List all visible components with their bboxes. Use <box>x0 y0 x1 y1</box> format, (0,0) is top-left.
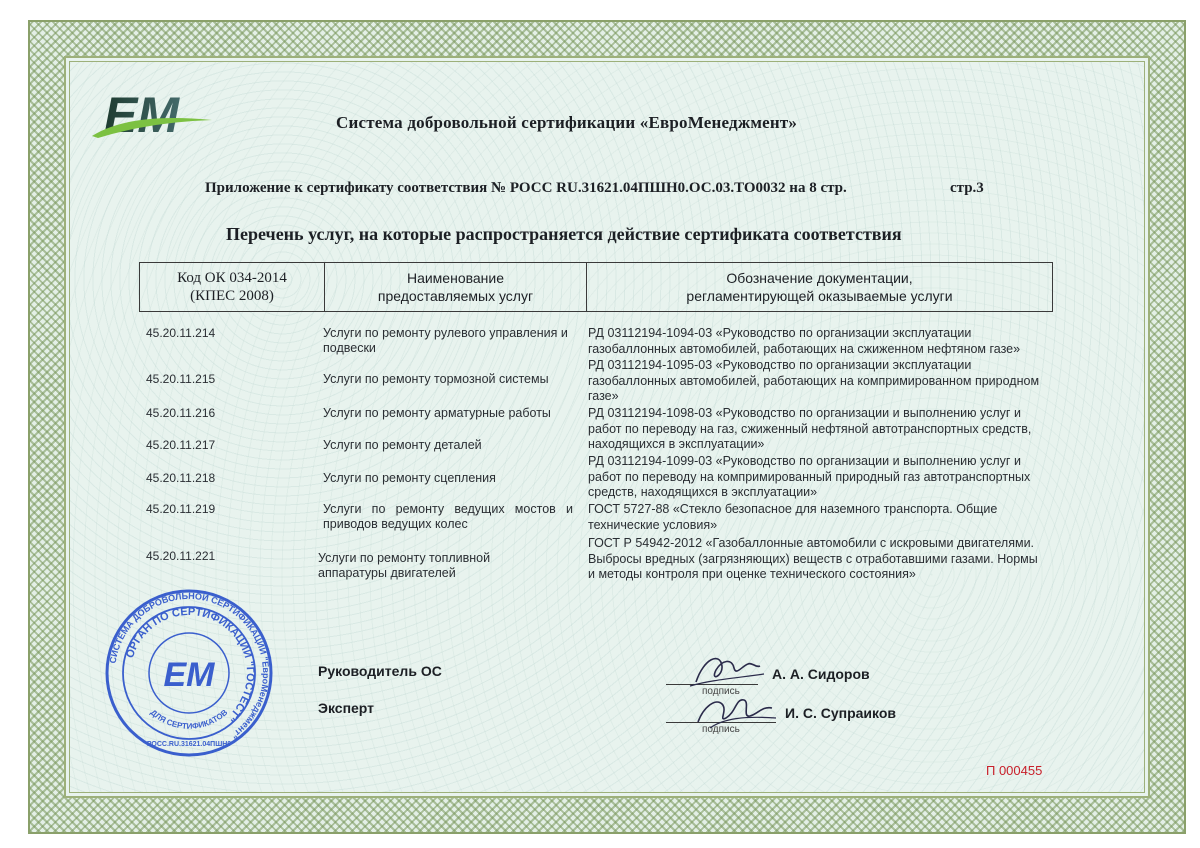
euromanagement-logo <box>90 88 214 140</box>
service-code: 45.20.11.217 <box>146 438 216 452</box>
head-name: А. А. Сидоров <box>772 666 870 682</box>
column-header-documents-line1: Обозначение документации, <box>726 270 913 286</box>
certification-stamp <box>104 588 274 758</box>
page-number: стр.3 <box>950 180 984 196</box>
service-code: 45.20.11.215 <box>146 372 216 386</box>
service-code: 45.20.11.218 <box>146 471 216 485</box>
column-header-service-line1: Наименование <box>406 270 505 286</box>
column-header-documents-line2: регламентирующей оказываемые услуги <box>686 288 953 304</box>
service-code: 45.20.11.214 <box>146 326 216 340</box>
service-name: Услуги по ремонту сцепления <box>323 471 496 485</box>
regulatory-document: РД 03112194-1098-03 «Руководство по организации и выполнению услуг и работ по переводу на газ, сжиженный нефтяной автотранспортных средств, находящихся в эксплуатации» <box>588 406 1032 451</box>
expert-role-label: Эксперт <box>318 700 375 716</box>
annex-reference: Приложение к сертификату соответствия № РОСС RU.31621.04ПШН0.ОС.03.ТО0032 на 8 стр. <box>205 180 847 196</box>
stamp-logo-text: EM <box>163 656 215 694</box>
head-role-label: Руководитель ОС <box>318 663 442 679</box>
column-header-code-line1: Код ОК 034-2014 <box>177 270 287 286</box>
expert-signature-caption: подпись <box>702 724 740 735</box>
head-signature-caption: подпись <box>702 686 740 697</box>
service-code: 45.20.11.219 <box>146 502 216 516</box>
table-header <box>139 262 1053 312</box>
column-header-code <box>140 263 325 311</box>
regulatory-document: ГОСТ Р 54942-2012 «Газобаллонные автомобили с искровыми двигателями. Выбросы вредных (загрязняющих) веществ с отработавшими газами. Нормы и методы контроля при оценке технического состояния» <box>588 536 1038 581</box>
regulatory-document: РД 03112194-1094-03 «Руководство по организации эксплуатации газобаллонных автомобилей, работающих на сжиженном нефтяном газе» <box>588 326 1021 356</box>
stamp-outer-ring-text: СИСТЕМА ДОБРОВОЛЬНОЙ СЕРТИФИКАЦИИ "ЕвроМенеджмент" <box>107 590 272 741</box>
column-header-documents <box>587 263 1052 311</box>
service-name: Услуги по ремонту деталей <box>323 438 482 452</box>
expert-handwritten-signature <box>690 688 780 734</box>
regulatory-document: ГОСТ 5727-88 «Стекло безопасное для наземного транспорта. Общие технические условия» <box>588 502 998 532</box>
service-name: Услуги по ремонту топливной аппаратуры двигателей <box>318 551 491 580</box>
blank-serial-number: П 000455 <box>986 763 1043 778</box>
logo-text: EM <box>104 88 179 140</box>
regulatory-document: РД 03112194-1095-03 «Руководство по организации эксплуатации газобаллонных автомобилей, работающих на компримированном природном газе» <box>588 358 1040 403</box>
stamp-inner-ring-text: ОРГАН ПО СЕРТИФИКАЦИИ "ГОСТЕСТ" <box>124 605 257 724</box>
column-header-code-line2: (КПЕС 2008) <box>190 288 274 304</box>
services-list-title: Перечень услуг, на которые распространяется действие сертификата соответствия <box>226 224 902 244</box>
column-header-service <box>325 263 587 311</box>
column-header-service-line2: предоставляемых услуг <box>377 288 534 304</box>
service-name: Услуги по ремонту рулевого управления и подвески <box>323 326 568 355</box>
stamp-bottom-ring-text: ДЛЯ СЕРТИФИКАТОВ <box>148 707 230 731</box>
service-code: 45.20.11.216 <box>146 406 216 420</box>
service-name: Услуги по ремонту тормозной системы <box>323 372 549 386</box>
service-name: Услуги по ремонту арматурные работы <box>323 406 551 420</box>
stamp-registration-number: РОСС.RU.31621.04ПШН0 <box>146 741 232 748</box>
service-name: Услуги по ремонту ведущих мостов и приводов ведущих колес <box>323 502 573 531</box>
head-handwritten-signature <box>686 648 766 692</box>
service-code: 45.20.11.221 <box>146 549 216 563</box>
certification-system-title: Система добровольной сертификации «ЕвроМенеджмент» <box>336 113 798 132</box>
regulatory-document: РД 03112194-1099-03 «Руководство по организации и выполнению услуг и работ по переводу на компримированный природный газ автотранспортных средств, находящихся в эксплуатации» <box>588 454 1031 499</box>
expert-name: И. С. Супраиков <box>785 705 897 721</box>
